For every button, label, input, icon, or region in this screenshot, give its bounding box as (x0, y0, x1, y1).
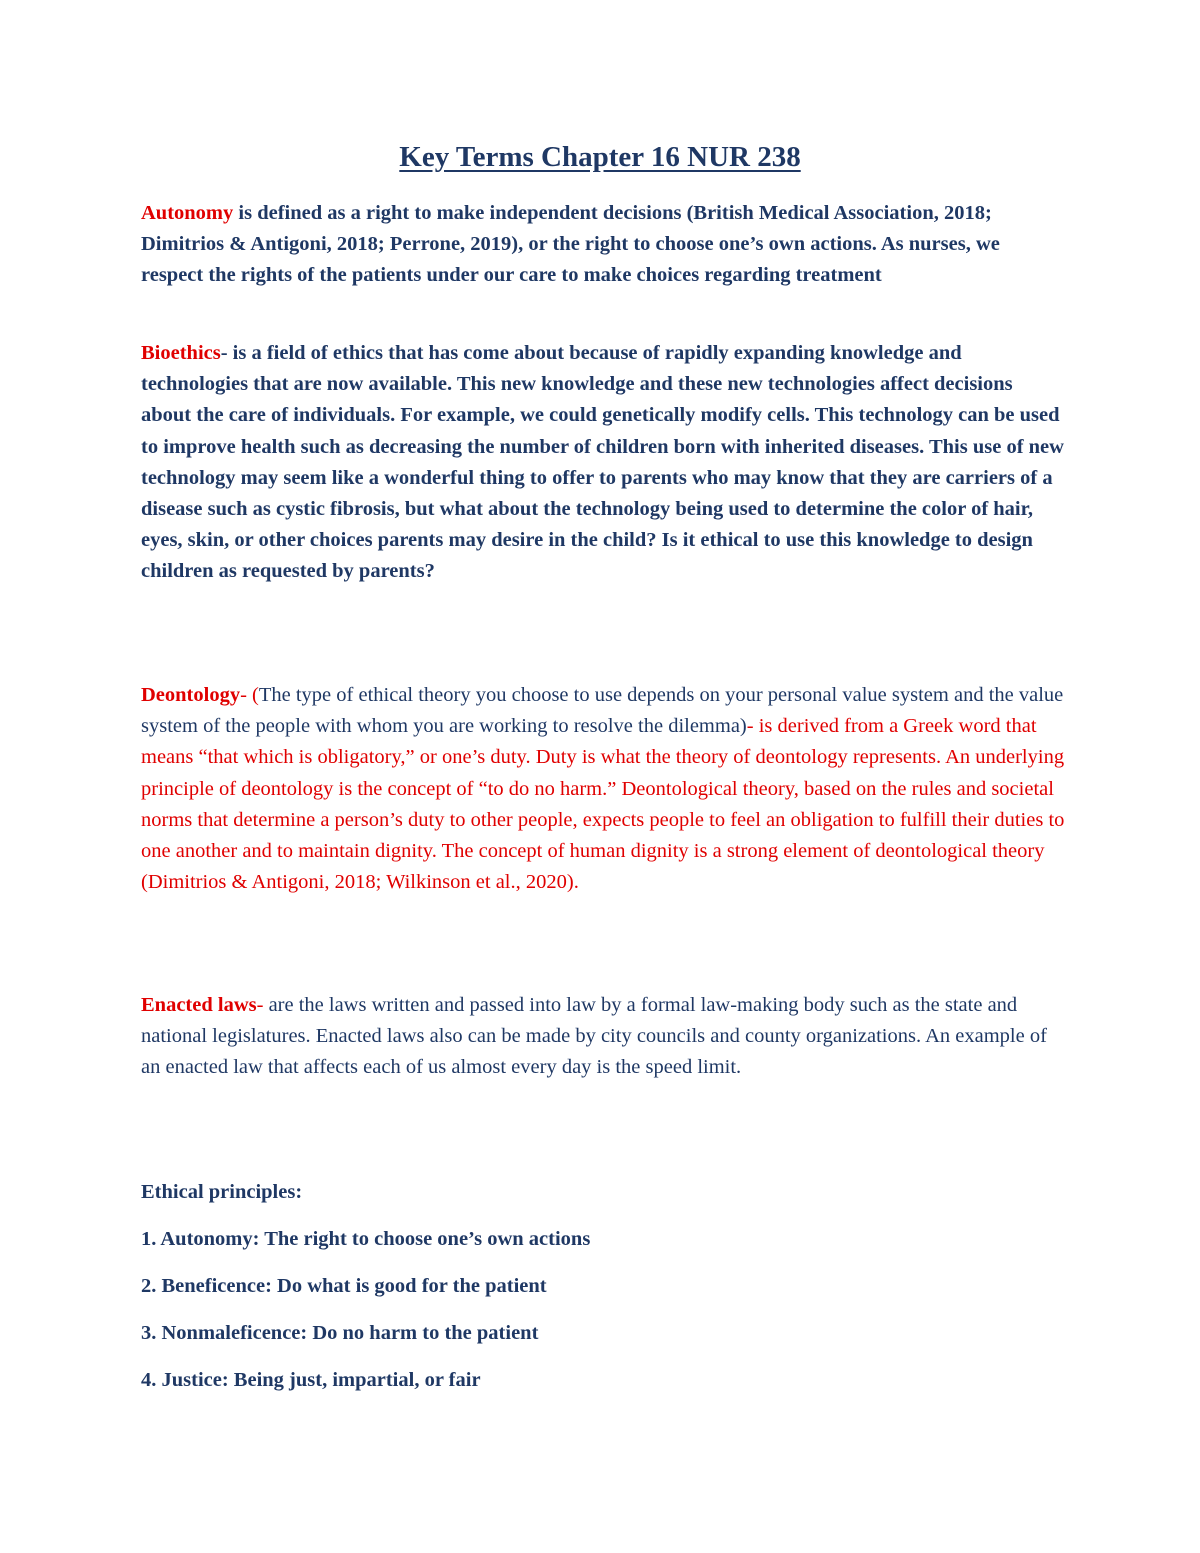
bioethics-paragraph (141, 338, 1066, 588)
bioethics-definition: - is a field of ethics that has come about because of rapidly expanding knowledge and technologies that are now available. This new knowledge and these new technologies affect decisions about the care of individuals. For example, we could genetically modify cells. This technology can be used to improve health such as decreasing the number of children born with inherited diseases. This use of new technology may seem like a wonderful thing to offer to parents who may know that they are carriers of a disease such as cystic fibrosis, but what about the technology being used to determine the color of hair, eyes, skin, or other choices parents may desire in the child? Is it ethical to use this knowledge to design children as requested by parents? (141, 342, 1064, 583)
list-item: 1. Autonomy: The right to choose one’s own actions (141, 1228, 591, 1250)
page-title: Key Terms Chapter 16 NUR 238 (399, 141, 801, 173)
deontology-note: The type of ethical theory you choose to use depends on your personal value system and the value system of the people with whom you are working to resolve the dilemma) (141, 684, 1064, 738)
list-item: 3. Nonmaleficence: Do no harm to the patient (141, 1322, 539, 1344)
enacted-laws-dash: - (256, 994, 269, 1016)
term-enacted-laws: Enacted laws (141, 994, 257, 1016)
autonomy-definition: is defined as a right to make independent decisions (British Medical Association, 2018; Dimitrios & Antigoni, 2018; Perrone, 2019), or the right to choose one’s own actions. As nurses, we respect the rights of the patients under our care to make choices regarding treatment (141, 202, 1000, 287)
deontology-definition: - is derived from a Greek word that means “that which is obligatory,” or one’s duty. Duty is what the theory of deontology represents. An underlying principle of deontology is the concept of “to do no harm.” Deontological theory, based on the rules and societal norms that determine a person’s duty to other people, expects people to feel an obligation to fulfill their duties to one another and to maintain dignity. The concept of human dignity is a strong element of deontological theory (Dimitrios & Antigoni, 2018; Wilkinson et al., 2020). (141, 715, 1065, 894)
ethical-principles-heading: Ethical principles: (141, 1181, 303, 1203)
list-item: 2. Beneficence: Do what is good for the patient (141, 1275, 547, 1297)
deontology-paragraph (141, 680, 1066, 898)
deontology-dash: - ( (240, 684, 259, 706)
term-bioethics: Bioethics (141, 342, 221, 364)
autonomy-paragraph (141, 198, 1066, 292)
term-autonomy: Autonomy (141, 202, 234, 224)
list-item: 4. Justice: Being just, impartial, or fair (141, 1369, 481, 1391)
term-deontology: Deontology (141, 684, 241, 706)
enacted-laws-paragraph (141, 990, 1066, 1084)
enacted-laws-definition: are the laws written and passed into law by a formal law-making body such as the state and national legislatures. Enacted laws also can be made by city councils and county organizations. An example of an enacted law that affects each of us almost every day is the speed limit. (141, 994, 1047, 1079)
